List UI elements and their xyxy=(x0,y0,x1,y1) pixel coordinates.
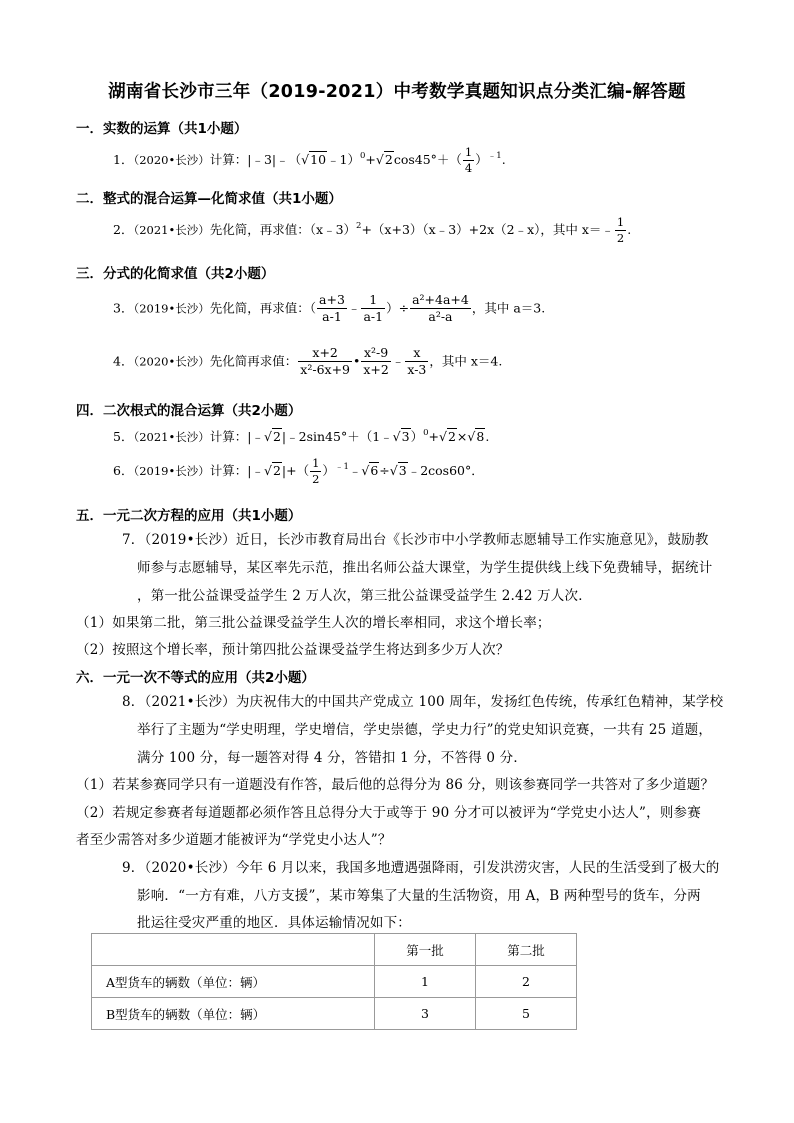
question-9-line-3: 批运往受灾严重的地区．具体运输情况如下： xyxy=(137,915,411,931)
question-8-line-1: 8．（2021•长沙）为庆祝伟大的中国共产党成立 100 周年，发扬红色传统，传承红色精神，某学校 xyxy=(122,694,724,710)
table-header-cell: 第二批 xyxy=(476,934,577,966)
table-row xyxy=(92,998,577,1030)
section-heading-6: 六．一元一次不等式的应用（共2小题） xyxy=(76,670,315,686)
fraction-1-4: $\frac{1}{4}$ xyxy=(464,145,473,176)
table-cell: 1 xyxy=(375,966,476,998)
table-header-row xyxy=(92,934,577,966)
table-header-cell: 第一批 xyxy=(375,934,476,966)
table-row xyxy=(92,966,577,998)
question-6: 6．（2019•长沙）计算：|﹣√2|+（ $\frac{1}{2}$ ）$^{﹣1}$﹣√6÷√3﹣2cos60°． xyxy=(113,456,484,487)
section-heading-4: 四．二次根式的混合运算（共2小题） xyxy=(76,403,302,419)
question-7-line-2: 师参与志愿辅导，某区率先示范，推出名师公益大课堂，为学生提供线上线下免费辅导，据统计 xyxy=(137,560,713,576)
question-9-line-1: 9．（2020•长沙）今年 6 月以来，我国多地遭遇强降雨，引发洪涝灾害，人民的生活受到了极大的 xyxy=(122,860,720,876)
section-heading-3: 三．分式的化简求值（共2小题） xyxy=(76,266,275,282)
question-9-line-2: 影响．“一方有难，八方支援”，某市筹集了大量的生活物资，用 A，B 两种型号的货车，分两 xyxy=(137,888,701,904)
question-3: 3．（2019•长沙）先化简，再求值：（ $\frac{a+3}{a-1}$ ﹣ $\frac{1}{a-1}$ ）÷ $\frac{\text{a²+4a+4}}{\text{a²-a}}$ ，其中 a＝3. xyxy=(113,292,546,325)
question-2: 2．（2021•长沙）先化简，再求值：（x﹣3）$^2$+（x+3）（x﹣3）+2x（2﹣x），其中 x＝﹣ $\frac{1}{2}$ . xyxy=(113,215,632,246)
question-8-part-2-line-2: 者至少需答对多少道题才能被评为“学党史小达人”？ xyxy=(76,832,392,848)
table-cell: 3 xyxy=(375,998,476,1030)
question-5: 5．（2021•长沙）计算：|﹣√2|﹣2sin45°＋（1﹣√3）$^0$+√2×√8. xyxy=(113,428,490,444)
question-8-line-2: 举行了主题为“学史明理，学史增信，学史崇德，学史力行”的党史知识竞赛，一共有 25 道题， xyxy=(137,722,713,738)
question-7-line-1: 7．（2019•长沙）近日，长沙市教育局出台《长沙市中小学教师志愿辅导工作实施意见》，鼓励教 xyxy=(122,532,709,548)
question-1: 1．（2020•长沙）计算：|﹣3|﹣（√10﹣1）$^0$+√2cos45°＋（ $\frac{1}{4}$ ）$^{﹣1}$. xyxy=(113,145,506,176)
question-7-line-3: ，第一批公益课受益学生 2 万人次，第三批公益课受益学生 2.42 万人次． xyxy=(137,588,592,604)
table-cell: A型货车的辆数（单位：辆） xyxy=(92,966,375,998)
question-7-part-1: （1）如果第二批，第三批公益课受益学生人次的增长率相同，求这个增长率； xyxy=(76,615,551,631)
sqrt-10: √10 xyxy=(301,152,327,168)
section-heading-5: 五．一元二次方程的应用（共1小题） xyxy=(76,508,302,524)
question-7-part-2: （2）按照这个增长率，预计第四批公益课受益学生将达到多少万人次？ xyxy=(76,642,510,658)
transport-table xyxy=(91,933,577,1030)
document-title: 湖南省长沙市三年（2019-2021）中考数学真题知识点分类汇编-解答题 xyxy=(108,82,686,102)
question-4: 4．（2020•长沙）先化简再求值： $\frac{x+2}{\text{x²-6x+9}}$ • $\frac{\text{x²-9}}{x+2}$ ﹣ $\frac{x}{x-3}$ ，其中 x＝4. xyxy=(113,345,503,378)
table-header-cell xyxy=(92,934,375,966)
question-8-line-3: 满分 100 分，每一题答对得 4 分，答错扣 1 分，不答得 0 分． xyxy=(137,750,528,766)
sqrt-2: √2 xyxy=(375,152,393,168)
fraction-1-2: $\frac{1}{2}$ xyxy=(616,215,625,246)
table-cell: 2 xyxy=(476,966,577,998)
section-heading-1: 一．实数的运算（共1小题） xyxy=(76,121,248,137)
question-8-part-2-line-1: （2）若规定参赛者每道题都必须作答且总得分大于或等于 90 分才可以被评为“学党史小达人”，则参赛 xyxy=(76,805,701,821)
section-heading-2: 二．整式的混合运算—化简求值（共1小题） xyxy=(76,191,342,207)
question-8-part-1: （1）若某参赛同学只有一道题没有作答，最后他的总得分为 86 分，则该参赛同学一共答对了多少道题？ xyxy=(76,777,715,793)
table-cell: 5 xyxy=(476,998,577,1030)
table-cell: B型货车的辆数（单位：辆） xyxy=(92,998,375,1030)
